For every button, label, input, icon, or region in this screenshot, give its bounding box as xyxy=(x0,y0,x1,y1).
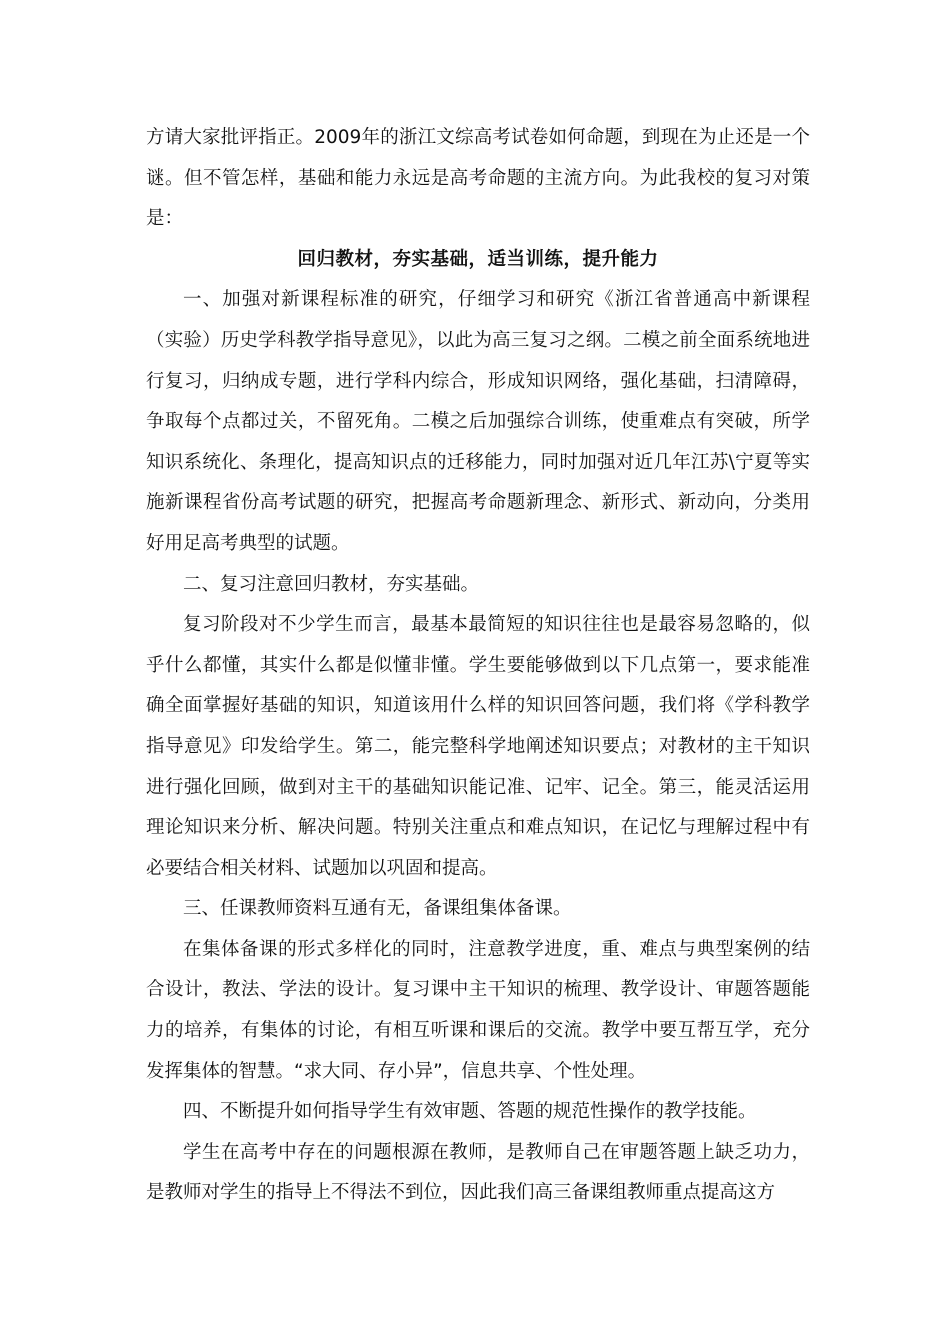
paragraph-point-two-title: 二、复习注意回归教材，夯实基础。 xyxy=(183,573,480,595)
paragraph-point-one: 一、加强对新课程标准的研究，仔细学习和研究《浙江省普通高中新课程（实验）历史学科教学指导意见》，以此为高三复习之纲。二模之前全面系统地进行复习，归纳成专题，进行学科内综合，形成知识网络，强化基础，扫清障碍，争取每个点都过关，不留死角。二模之后加强综合训练，使重难点有突破，所学知识系统化、条理化，提高知识点的迁移能力，同时加强对近几年江苏\宁夏等实施新课程省份高考试题的研究，把握高考命题新理念、新形式、新动向，分类用好用足高考典型的试题。 xyxy=(146,289,810,554)
paragraph-point-three-title: 三、任课教师资料互通有无，备课组集体备课。 xyxy=(183,898,572,920)
paragraph-point-four-title: 四、不断提升如何指导学生有效审题、答题的规范性操作的教学技能。 xyxy=(183,1101,757,1123)
paragraph-continuation: 方请大家批评指正。2009年的浙江文综高考试卷如何命题，到现在为止还是一个谜。但不管怎样，基础和能力永远是高考命题的主流方向。为此我校的复习对策是： xyxy=(146,127,810,230)
paragraph-point-three-body: 在集体备课的形式多样化的同时，注意教学进度，重、难点与典型案例的结合设计，教法、学法的设计。复习课中主干知识的梳理、教学设计、审题答题能力的培养，有集体的讨论，有相互听课和课后的交流。教学中要互帮互学，充分发挥集体的智慧。“求大同、存小异”，信息共享、个性处理。 xyxy=(146,938,810,1082)
section-heading: 回归教材，夯实基础，适当训练，提升能力 xyxy=(297,248,659,270)
document-body xyxy=(146,118,810,1214)
paragraph-point-four-body: 学生在高考中存在的问题根源在教师，是教师自己在审题答题上缺乏功力，是教师对学生的指导上不得法不到位，因此我们高三备课组教师重点提高这方 xyxy=(146,1141,810,1204)
paragraph-point-two-body: 复习阶段对不少学生而言，最基本最简短的知识往往也是最容易忽略的，似乎什么都懂，其实什么都是似懂非懂。学生要能够做到以下几点第一，要求能准确全面掌握好基础的知识，知道该用什么样的知识回答问题，我们将《学科教学指导意见》印发给学生。第二，能完整科学地阐述知识要点；对教材的主干知识进行强化回顾，做到对主干的基础知识能记准、记牢、记全。第三，能灵活运用理论知识来分析、解决问题。特别关注重点和难点知识，在记忆与理解过程中有必要结合相关材料、试题加以巩固和提高。 xyxy=(146,614,810,879)
